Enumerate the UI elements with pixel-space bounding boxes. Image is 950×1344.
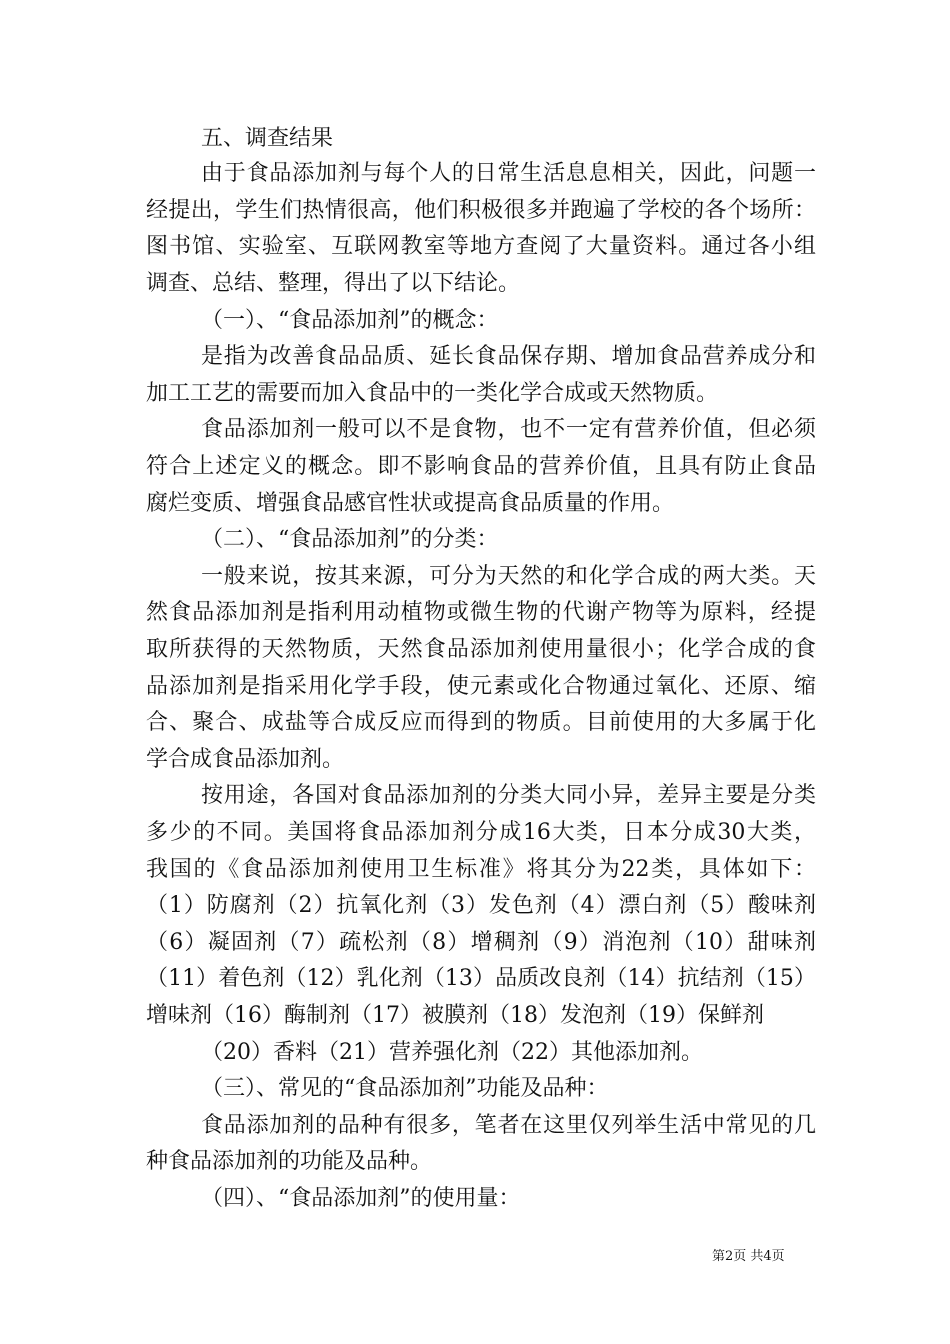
paragraph-line: （6）凝固剂（7）疏松剂（8）增稠剂（9）消泡剂（10）甜味剂 [146,930,816,955]
section-heading: 五、调查结果 [201,126,334,151]
paragraph-line: 一般来说，按其来源，可分为天然的和化学合成的两大类。天 [201,564,816,589]
paragraph-line: 我国的《食品添加剂使用卫生标准》将其分为22类，具体如下： [146,857,816,882]
paragraph-line: 加工工艺的需要而加入食品中的一类化学合成或天然物质。 [146,381,719,406]
paragraph-line: 经提出，学生们热情很高，他们积极很多并跑遍了学校的各个场所： [146,198,816,223]
page-number: 第2页 共4页 [712,1249,785,1264]
paragraph-line: 合、聚合、成盐等合成反应而得到的物质。目前使用的大多属于化 [146,710,816,735]
paragraph-line: 由于食品添加剂与每个人的日常生活息息相关，因此，问题一 [201,161,816,186]
paragraph-line: 符合上述定义的概念。即不影响食品的营养价值，且具有防止食品 [146,454,816,479]
paragraph-line: 食品添加剂一般可以不是食物，也不一定有营养价值，但必须 [201,417,816,442]
paragraph-line: 多少的不同。美国将食品添加剂分成16大类，日本分成30大类， [146,820,816,845]
paragraph-line: 图书馆、实验室、互联网教室等地方查阅了大量资料。通过各小组 [146,234,816,259]
paragraph-line: 种食品添加剂的功能及品种。 [146,1149,433,1174]
paragraph-line: 品添加剂是指采用化学手段，使元素或化合物通过氧化、还原、缩 [146,674,816,699]
paragraph-line: 腐烂变质、增强食品感官性状或提高食品质量的作用。 [146,491,675,516]
paragraph-line: 是指为改善食品品质、延长食品保存期、增加食品营养成分和 [201,344,816,369]
subsection-heading: （三）、常见的“食品添加剂”功能及品种： [201,1076,609,1101]
paragraph-line: （1）防腐剂（2）抗氧化剂（3）发色剂（4）漂白剂（5）酸味剂 [146,893,816,918]
paragraph-line: （11）着色剂（12）乳化剂（13）品质改良剂（14）抗结剂（15） [146,966,816,991]
paragraph-line: 然食品添加剂是指利用动植物或微生物的代谢产物等为原料，经提 [146,600,816,625]
subsection-heading: （二）、“食品添加剂”的分类： [201,527,499,552]
paragraph-line: 调查、总结、整理，得出了以下结论。 [146,271,521,296]
paragraph-line: 学合成食品添加剂。 [146,747,345,772]
paragraph-line: 食品添加剂的品种有很多，笔者在这里仅列举生活中常见的几 [201,1113,816,1138]
subsection-heading: （四）、“食品添加剂”的使用量： [201,1186,521,1211]
paragraph-line: 按用途，各国对食品添加剂的分类大同小异，差异主要是分类 [201,783,816,808]
paragraph-line: （20）香料（21）营养强化剂（22）其他添加剂。 [201,1040,703,1065]
paragraph-line: 取所获得的天然物质，天然食品添加剂使用量很小；化学合成的食 [146,637,816,662]
subsection-heading: （一）、“食品添加剂”的概念： [201,308,499,333]
paragraph-line: 增味剂（16）酶制剂（17）被膜剂（18）发泡剂（19）保鲜剂 [146,1003,764,1028]
